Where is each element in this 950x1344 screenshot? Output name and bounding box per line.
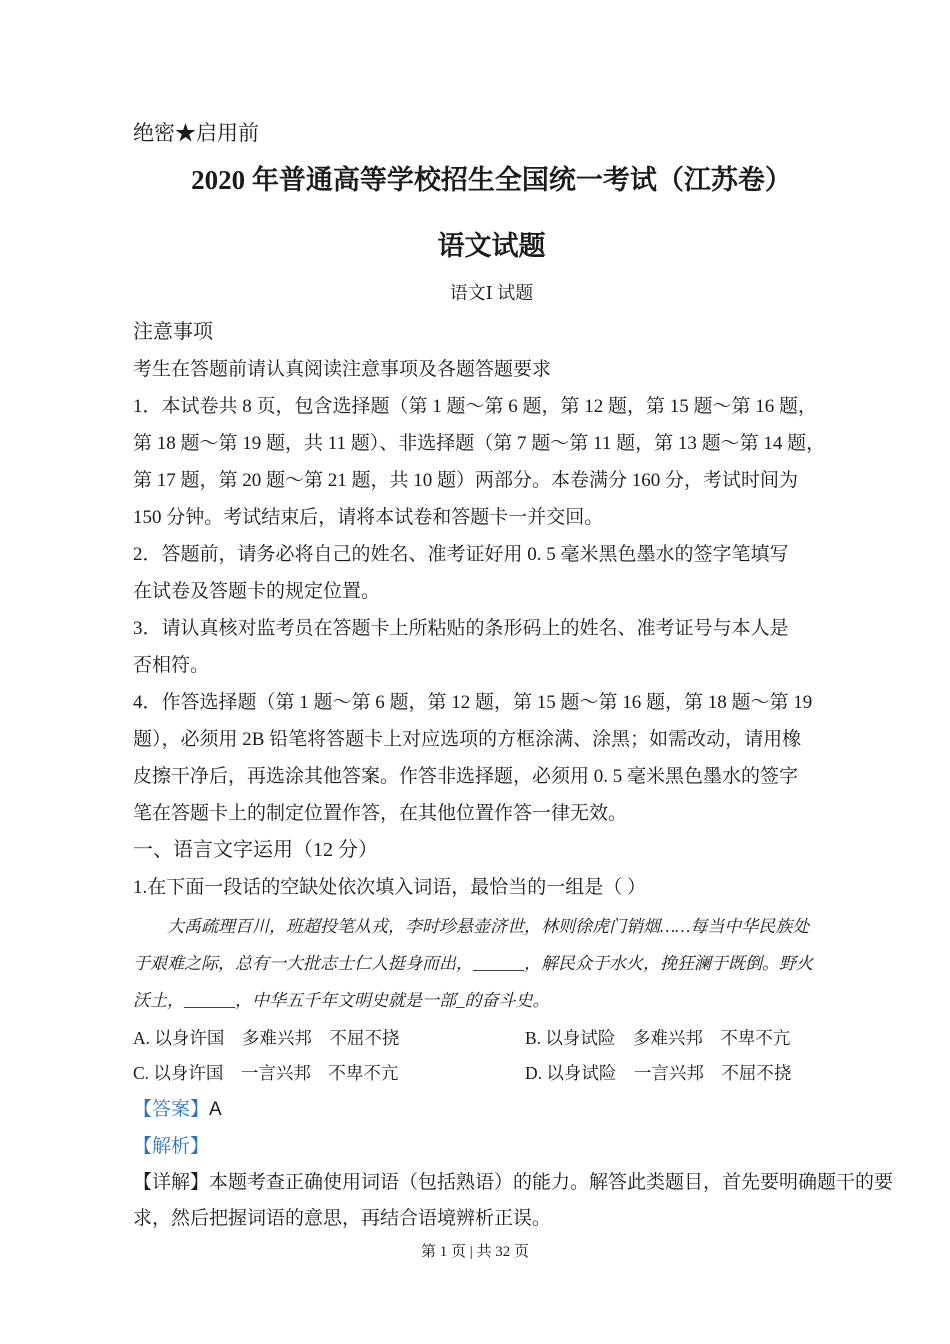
- notice-item-1-line-1: 1．本试卷共 8 页，包含选择题（第 1 题～第 6 题，第 12 题，第 15 题～第 16 题，: [133, 396, 818, 417]
- subject-title: 语文试题: [437, 231, 546, 261]
- security-classification: 绝密★启用前: [133, 121, 259, 145]
- notice-item-4-line-4: 笔在答题卡上的制定位置作答，在其他位置作答一律无效。: [133, 803, 628, 824]
- notice-heading: 注意事项: [133, 321, 213, 343]
- answer-line: [133, 1091, 850, 1128]
- passage-line-2: 于艰难之际，总有一大批志士仁人挺身而出，______，解民众于水火，挽狂澜于既倒。野火: [133, 954, 813, 973]
- question-1-passage: [133, 908, 850, 1019]
- answer-value: A: [209, 1099, 222, 1120]
- notice-item-1: [133, 388, 850, 536]
- notice-item-4-line-1: 4．作答选择题（第 1 题～第 6 题，第 12 题，第 15 题～第 16 题，第 18 题～第 19: [133, 692, 813, 713]
- notice-item-1-line-2: 第 18 题～第 19 题，共 11 题）、非选择题（第 7 题～第 11 题，第 13 题～第 14 题，: [133, 433, 826, 454]
- option-a: A. 以身许国 多难兴邦 不屈不挠: [133, 1028, 400, 1048]
- question-1-options: [133, 1021, 850, 1091]
- option-d: D. 以身试险 一言兴邦 不屈不挠: [525, 1063, 792, 1083]
- notice-item-2-line-2: 在试卷及答题卡的规定位置。: [133, 581, 381, 602]
- page-footer: 第 1 页 | 共 32 页: [420, 1244, 529, 1260]
- notice-item-4-line-3: 皮擦干净后，再选涂其他答案。作答非选择题，必须用 0. 5 毫米黑色墨水的签字: [133, 766, 799, 787]
- notice-item-3: [133, 610, 850, 684]
- exam-title: 2020 年普通高等学校招生全国统一考试（江苏卷）: [191, 165, 792, 195]
- notice-item-2-line-1: 2．答题前，请务必将自己的姓名、准考证好用 0. 5 毫米黑色墨水的签字笔填写: [133, 544, 789, 565]
- option-row-cd: [133, 1056, 850, 1091]
- notice-item-4-line-2: 题），必须用 2B 铅笔将答题卡上对应选项的方框涂满、涂黑；如需改动，请用橡: [133, 729, 802, 750]
- notice-item-2: [133, 536, 850, 610]
- notice-intro: 考生在答题前请认真阅读注意事项及各题答题要求: [133, 359, 552, 380]
- option-row-ab: [133, 1021, 850, 1056]
- answer-label: 【答案】: [133, 1099, 210, 1120]
- option-c: C. 以身许国 一言兴邦 不卑不亢: [133, 1063, 399, 1083]
- notice-item-3-line-1: 3．请认真核对监考员在答题卡上所粘贴的条形码上的姓名、准考证号与本人是: [133, 618, 789, 639]
- notice-item-1-line-4: 150 分钟。考试结束后，请将本试卷和答题卡一并交回。: [133, 507, 604, 528]
- passage-line-3: 沃土，______，中华五千年文明史就是一部_的奋斗史。: [133, 991, 550, 1010]
- analysis-label: 【解析】: [133, 1136, 210, 1157]
- passage-line-1: 大禹疏理百川，班超投笔从戎，李时珍悬壶济世，林则徐虎门销烟……每当中华民族处: [167, 917, 810, 936]
- detail-line-1: 【详解】本题考查正确使用词语（包括熟语）的能力。解答此类题目，首先要明确题干的要: [133, 1172, 894, 1193]
- section-heading: 一、语言文字运用（12 分）: [133, 839, 378, 861]
- detail-line-2: 求，然后把握词语的意思，再结合语境辨析正误。: [133, 1208, 552, 1229]
- paper-name: 语文Ⅰ 试题: [449, 283, 534, 303]
- question-1-stem: 1.在下面一段话的空缺处依次填入词语，最恰当的一组是（ ）: [133, 877, 647, 898]
- analysis-line: [133, 1128, 850, 1165]
- notice-item-3-line-2: 否相符。: [133, 655, 210, 676]
- notice-item-1-line-3: 第 17 题，第 20 题～第 21 题，共 10 题）两部分。本卷满分 160 分，考试时间为: [133, 470, 799, 491]
- notice-item-4: [133, 684, 850, 832]
- detail-paragraph: [133, 1165, 894, 1237]
- option-b: B. 以身试险 多难兴邦 不卑不亢: [525, 1028, 791, 1048]
